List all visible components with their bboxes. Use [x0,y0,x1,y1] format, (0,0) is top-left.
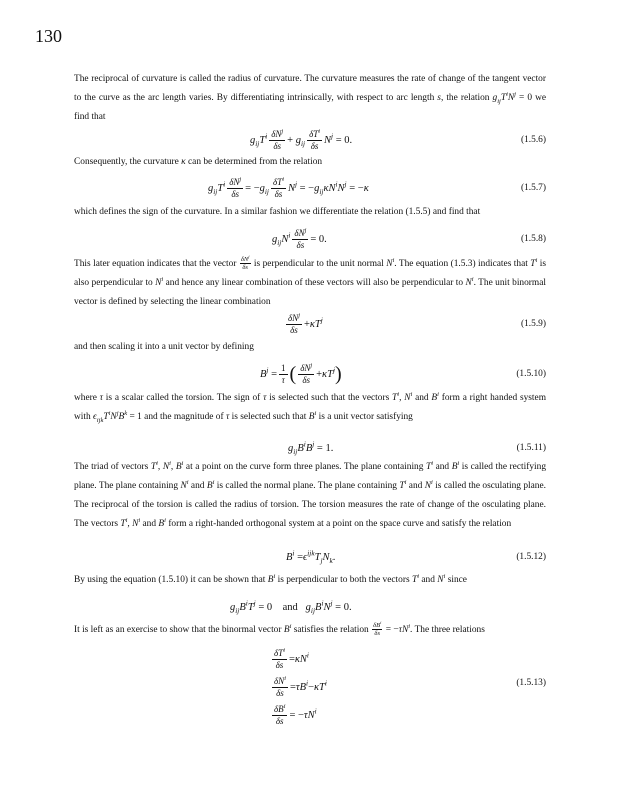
page-number: 130 [35,26,62,46]
equation-number: (1.5.11) [516,443,546,453]
paragraph-2: Consequently, the curvature κ can be determined from the relation [74,157,323,167]
equation-1-5-9: $\frac{\delta N^j}{\delta s}$ + $\kappa T^j$ (1.5.9) [74,309,546,339]
paragraph-7: The triad of vectors $T^i$, $N^i$, $B^i$ at a point on the curve form three planes. The plane containing $T^i$ and $B^i$ is called the rectifying plane. The plane containing $N^i$ and $B^i$ is called the normal plane. The plane containing $T^i$ and $N^i$ is called the osculating plane. The reciprocal of the torsion is called the radius of torsion. The torsion measures the rate of change of the osculating plane. The vectors $T^i$, $N^i$ and $B^i$ form a right-handed orthogonal system at a point on the space curve and satisfy the relation [74,459,547,529]
equation-1-5-11: $g_{ij}B^iB^j$ = 1. (1.5.11) [74,433,546,463]
equation-number: (1.5.8) [521,234,546,244]
paragraph-9: It is left as an exercise to show that the binormal vector $B^i$ satisfies the relation $\delta B^i$ δs = $-\tau N^i$. The three relations [74,620,485,638]
paragraph-1: The reciprocal of curvature is called the radius of curvature. The curvature measures the rate of change of the tangent vector to the curve as the arc length varies. By differentiating intrinsically, with respect to arc length s, the relation $g_{ij}T^iN^j = 0$ we find that [74,74,546,122]
paragraph-5: and then scaling it into a unit vector by defining [74,342,254,352]
paragraph-8: By using the equation (1.5.10) it can be shown that $B^i$ is perpendicular to both the vectors $T^i$ and $N^i$ since [74,572,467,585]
equation-number: (1.5.10) [516,369,546,379]
equation-number: (1.5.12) [516,552,546,562]
equation-1-5-13: $\frac{\delta T^i}{\delta s}$ = $\kappa N^i$ $\frac{\delta N^i}{\delta s}$ = $\tau B^i$ − $\kappa T^i$ $\frac{\delta B^i}{\delta s}$ = − $\tau N^i$ (1.5.13) [274,646,546,726]
equation-number: (1.5.7) [521,183,546,193]
equation-number: (1.5.6) [521,135,546,145]
equation-1-5-8: $g_{ij}N^i$ $\frac{\delta N^j}{\delta s}$ = 0. (1.5.8) [74,224,546,254]
equation-number: (1.5.13) [516,678,546,688]
equation-1-5-12: $B^i$ = $\epsilon^{ijk}T_jN_k$ . (1.5.12) [74,542,546,572]
equation-1-5-7: $g_{ij}T^i$ $\frac{\delta N^j}{\delta s}$ = − $g_{ij}$ $\frac{\delta T^i}{\delta s}$ $N^j$ = − $g_{ij}\kappa N^iN^j$ = − κ (1.5.7) [74,173,546,203]
paragraph-3: which defines the sign of the curvature. In a similar fashion we differentiate the relation (1.5.5) and find that [74,207,481,217]
equation-1-5-6: $g_{ij}T^i$ $\frac{\delta N^j}{\delta s}$ + $g_{ij}$ $\frac{\delta T^i}{\delta s}$ $N^j$ = 0. (1.5.6) [74,125,546,155]
equation-unnumbered: $g_{ij}B^iT^j$ = 0 and $g_{ij}B^iN^j$ = 0. [230,598,352,615]
paragraph-4: This later equation indicates that the vector $\delta N^j$ δs is perpendicular to the unit normal $N^i$. The equation (1.5.3) indicates that $T^i$ is also perpendicular to $N^i$ and hence any linear combination of these vectors will also be perpendicular to $N^i$. The unit binormal vector is defined by selecting the linear combination [74,254,546,307]
paragraph-6: where τ is a scalar called the torsion. The sign of τ is selected such that the vectors $T^i$, $N^i$ and $B^i$ form a right handed system with $\epsilon_{ijk}T^iN^jB^k = 1$ and the magnitude of τ is selected such that $B^i$ is a unit vector satisfying [74,390,546,424]
equation-1-5-10: $B^j$ = $\frac{1}{\tau}$ ( $\frac{\delta N^j}{\delta s}$ + $\kappa T^j$ ) (1.5.10) [74,359,546,389]
equation-number: (1.5.9) [521,319,546,329]
